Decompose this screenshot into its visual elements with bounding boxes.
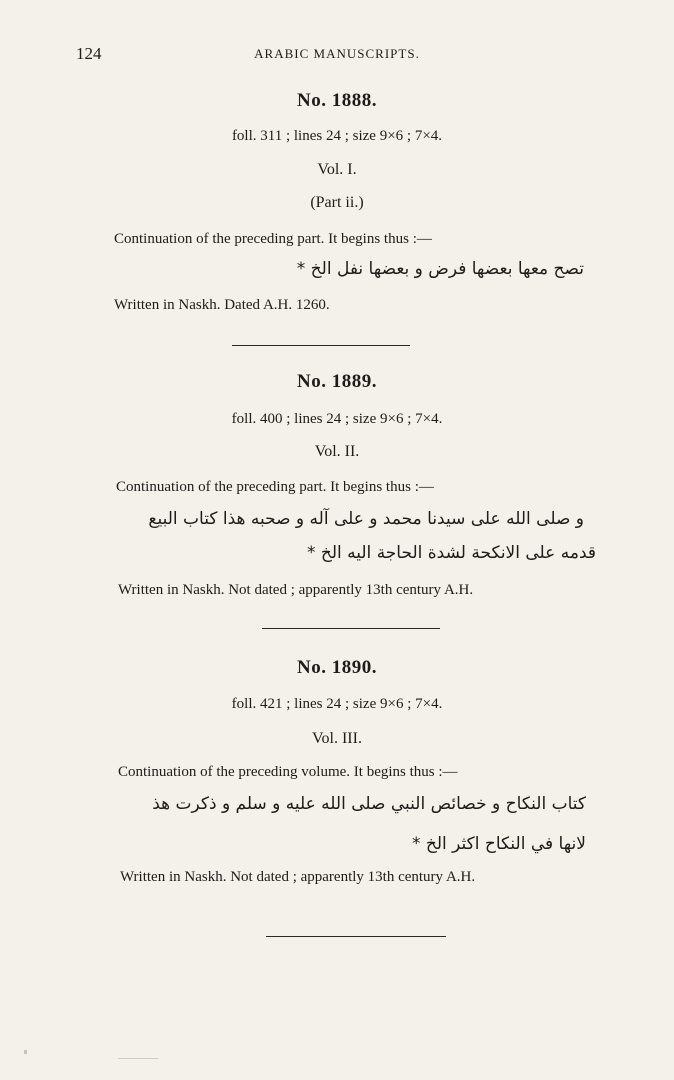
- entry-1888-volume: Vol. I.: [317, 161, 357, 178]
- entry-1890-arabic-line-1: كتاب النكاح و خصائص النبي صلى الله عليه و سلم و ذكرت هذ: [152, 794, 586, 814]
- page-number: 124: [76, 44, 102, 63]
- section-divider: [262, 628, 440, 629]
- section-divider: [266, 936, 446, 937]
- entry-1890-volume: Vol. III.: [312, 730, 362, 747]
- entry-1889-meta: foll. 400 ; lines 24 ; size 9×6 ; 7×4.: [231, 411, 443, 427]
- running-title: ARABIC MANUSCRIPTS.: [254, 46, 420, 61]
- entry-1888-meta: foll. 311 ; lines 24 ; size 9×6 ; 7×4.: [231, 128, 443, 144]
- entry-1889-continuation: Continuation of the preceding part. It begins thus :—: [116, 479, 434, 495]
- entry-1890-meta: foll. 421 ; lines 24 ; size 9×6 ; 7×4.: [231, 696, 443, 712]
- entry-1888-title: No. 1888.: [297, 90, 377, 111]
- entry-1890-title: No. 1890.: [297, 657, 377, 678]
- section-divider: [232, 345, 410, 346]
- entry-1888-continuation: Continuation of the preceding part. It begins thus :—: [114, 231, 432, 247]
- entry-1889-arabic-line-2: قدمه على الانكحة لشدة الحاجة اليه الخ *: [306, 543, 596, 563]
- entry-1889-written: Written in Naskh. Not dated ; apparently 13th century A.H.: [118, 582, 474, 598]
- entry-1889-arabic-line-1: و صلى الله على سيدنا محمد و على آله و صحبه هذا كتاب البيع: [148, 509, 584, 529]
- entry-1888-part: (Part ii.): [310, 194, 364, 211]
- entry-1890-continuation: Continuation of the preceding volume. It begins thus :—: [118, 764, 458, 780]
- paper-speck: [118, 1058, 158, 1059]
- entry-1888-arabic-line-1: تصح معها بعضها فرض و بعضها نفل الخ *: [296, 259, 584, 279]
- entry-1888-written: Written in Naskh. Dated A.H. 1260.: [114, 297, 330, 313]
- entry-1890-written: Written in Naskh. Not dated ; apparently 13th century A.H.: [120, 869, 476, 885]
- entry-1889-volume: Vol. II.: [314, 443, 360, 460]
- paper-speck: [24, 1050, 27, 1054]
- entry-1890-arabic-line-2: لانها في النكاح اكثر الخ *: [411, 834, 586, 854]
- entry-1889-title: No. 1889.: [297, 371, 377, 392]
